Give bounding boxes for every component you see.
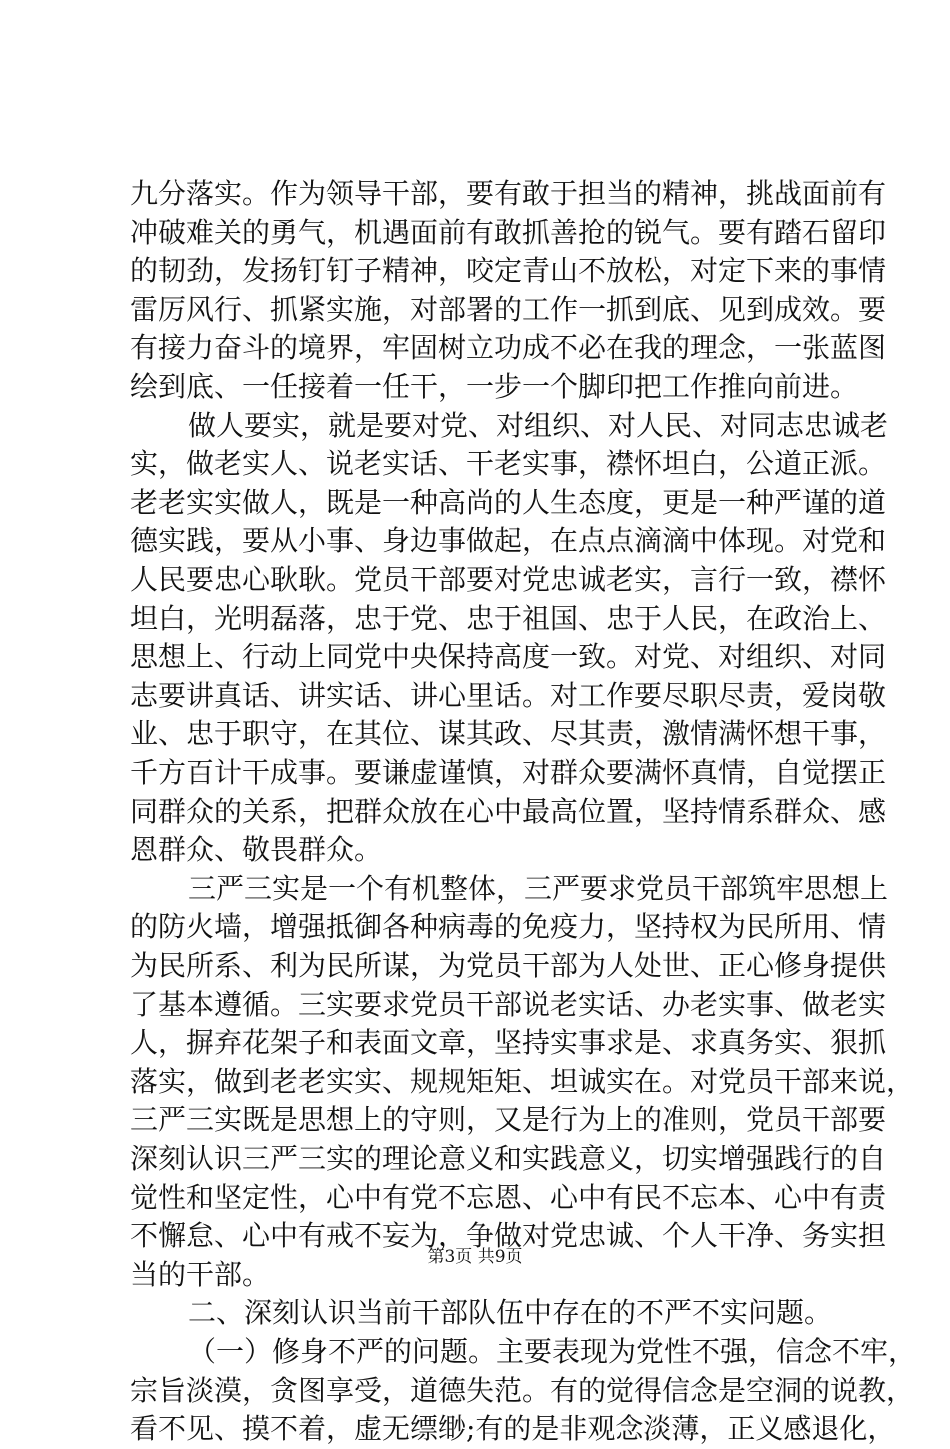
text-line: 坦白，光明磊落，忠于党、忠于祖国、忠于人民，在政治上、 xyxy=(130,601,887,635)
text-line: 的防火墙，增强抵御各种病毒的免疫力，坚持权为民所用、情 xyxy=(130,910,887,944)
text-line: 人，摒弃花架子和表面文章，坚持实事求是、求真务实、狠抓 xyxy=(130,1026,887,1060)
text-line: 人民要忠心耿耿。党员干部要对党忠诚老实，言行一致，襟怀 xyxy=(130,563,887,596)
text-line: 思想上、行动上同党中央保持高度一致。对党、对组织、对同 xyxy=(130,640,887,674)
text-line: 三严三实是一个有机整体，三严要求党员干部筑牢思想上 xyxy=(188,871,889,905)
text-line: 当的干部。 xyxy=(130,1257,271,1291)
text-line: 雷厉风行、抓紧实施，对部署的工作一抓到底、见到成效。要 xyxy=(130,292,887,326)
text-line: 志要讲真话、讲实话、讲心里话。对工作要尽职尽责，爱岗敬 xyxy=(130,678,887,712)
text-line: 三严三实既是思想上的守则，又是行为上的准则，党员干部要 xyxy=(130,1103,887,1137)
text-line: 德实践，要从小事、身边事做起，在点点滴滴中体现。对党和 xyxy=(130,524,887,558)
text-line: 老老实实做人，既是一种高尚的人生态度，更是一种严谨的道 xyxy=(130,485,887,519)
text-line: 的韧劲，发扬钉钉子精神，咬定青山不放松，对定下来的事情 xyxy=(130,254,887,288)
page-footer: 第3页 共9页 xyxy=(427,1247,523,1267)
text-line: 同群众的关系，把群众放在心中最高位置，坚持情系群众、感 xyxy=(130,794,887,828)
text-line: 觉性和坚定性，心中有党不忘恩、心中有民不忘本、心中有责 xyxy=(130,1180,887,1214)
text-line: 落实，做到老老实实、规规矩矩、坦诚实在。对党员干部来说， xyxy=(130,1064,915,1098)
text-line: 二、深刻认识当前干部队伍中存在的不严不实问题。 xyxy=(188,1296,833,1330)
text-line: （一）修身不严的问题。主要表现为党性不强，信念不牢， xyxy=(188,1335,917,1368)
text-line: 不懈怠、心中有戒不妄为，争做对党忠诚、个人干净、务实担 xyxy=(130,1219,887,1253)
text-line: 千方百计干成事。要谦虚谨慎，对群众要满怀真情，自觉摆正 xyxy=(130,756,887,789)
text-line: 实，做老实人、说老实话、干老实事，襟怀坦白，公道正派。 xyxy=(130,447,887,481)
text-line: 看不见、摸不着，虚无缥缈;有的是非观念淡薄，正义感退化， xyxy=(130,1412,896,1446)
text-line: 深刻认识三严三实的理论意义和实践意义，切实增强践行的自 xyxy=(130,1142,887,1175)
text-line: 恩群众、敬畏群众。 xyxy=(130,833,383,867)
text-line: 为民所系、利为民所谋，为党员干部为人处世、正心修身提供 xyxy=(130,949,887,982)
text-line: 绘到底、一任接着一任干，一步一个脚印把工作推向前进。 xyxy=(130,370,859,403)
text-line: 宗旨淡漠，贪图享受，道德失范。有的觉得信念是空洞的说教， xyxy=(130,1373,915,1407)
text-line: 业、忠于职守，在其位、谋其政、尽其责，激情满怀想干事， xyxy=(130,717,887,751)
text-line: 冲破难关的勇气，机遇面前有敢抓善抢的锐气。要有踏石留印 xyxy=(130,215,887,249)
text-line: 有接力奋斗的境界，牢固树立功成不必在我的理念，一张蓝图 xyxy=(130,331,887,365)
text-line: 九分落实。作为领导干部，要有敢于担当的精神，挑战面前有 xyxy=(130,177,887,210)
text-line: 做人要实，就是要对党、对组织、对人民、对同志忠诚老 xyxy=(188,408,889,442)
text-line: 了基本遵循。三实要求党员干部说老实话、办老实事、做老实 xyxy=(130,987,887,1021)
